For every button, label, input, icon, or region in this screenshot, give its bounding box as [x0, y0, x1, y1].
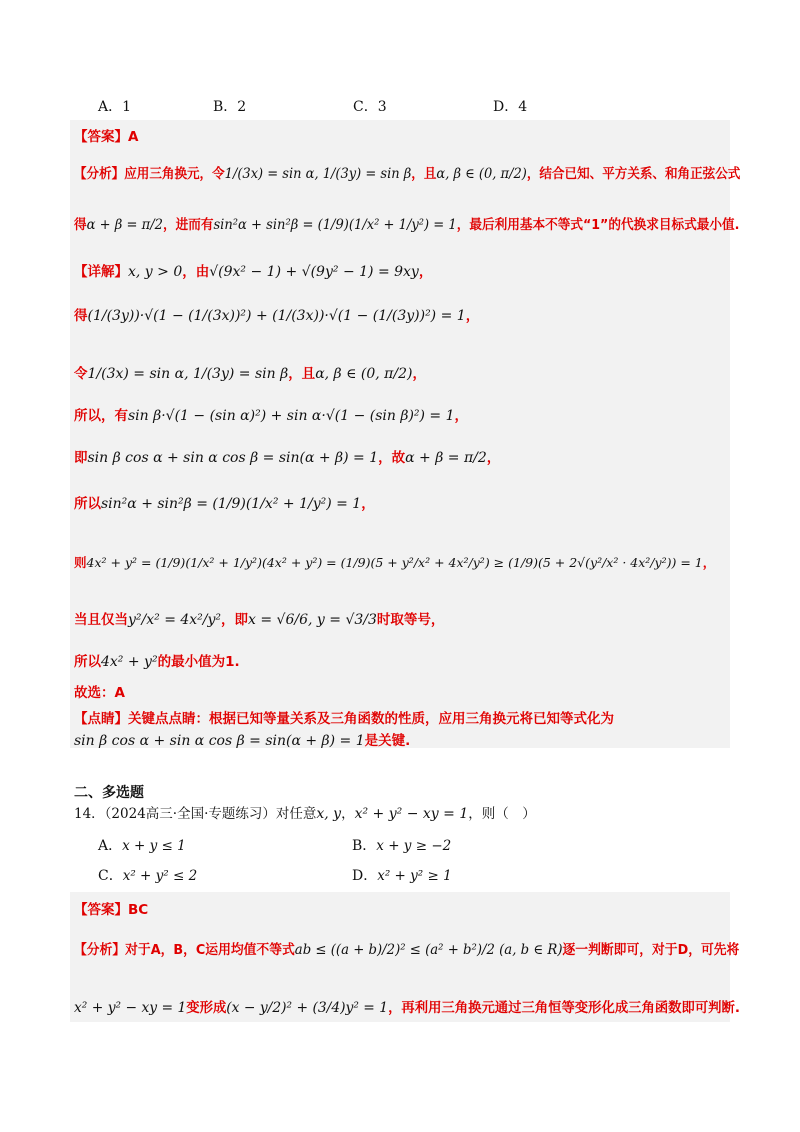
- detail-line-2: [74, 304, 479, 324]
- detail-line-1: [74, 260, 432, 280]
- analysis-line-1: [74, 162, 740, 182]
- formula: α, β ∈ (0, π/2): [315, 366, 413, 382]
- text: ，即: [221, 612, 249, 628]
- final-choice-q13: 故选：A: [74, 685, 125, 701]
- text: ，且: [411, 166, 437, 182]
- text: 令: [74, 366, 88, 382]
- question-14-stem: [74, 802, 536, 822]
- option-a: A．1: [98, 99, 132, 115]
- text: 逐一判断即可，对于D，可先将: [562, 942, 740, 958]
- text: ，最后利用基本不等式“1”的代换求目标式最小值.: [456, 217, 740, 233]
- q14-option-c: [98, 865, 197, 885]
- text: ，: [486, 450, 501, 466]
- text: 【详解】: [74, 264, 128, 280]
- text: 所以: [74, 654, 101, 670]
- formula: x, y: [316, 806, 342, 822]
- answer-q13: 【答案】A: [74, 129, 139, 145]
- detail-line-8: [74, 608, 444, 628]
- detail-line-6: [74, 492, 375, 512]
- detail-line-3: [74, 362, 426, 382]
- formula: ab ≤ ((a + b)/2)² ≤ (a² + b²)/2 (a, b ∈ R): [294, 942, 563, 958]
- formula: α + β = π/2: [86, 217, 163, 233]
- formula: sin β cos α + sin α cos β = sin(α + β) = 1: [87, 450, 379, 466]
- text: 当且仅当: [74, 612, 128, 628]
- detail-line-7: [74, 553, 715, 571]
- text: 时取等号，: [376, 612, 445, 628]
- detail-line-4: [74, 404, 468, 424]
- formula: x = √6/6, y = √3/3: [248, 612, 377, 628]
- text: ，结合已知、平方关系、和角正弦公式: [526, 166, 741, 182]
- formula: sin β·√(1 − (sin α)²) + sin α·√(1 − (sin β)²) = 1: [128, 408, 455, 424]
- text: ，: [454, 408, 469, 424]
- option-expression: x + y ≤ 1: [122, 838, 186, 854]
- formula: α + β = π/2: [405, 450, 487, 466]
- option-b: B．2: [213, 99, 247, 115]
- option-letter: C．: [98, 868, 123, 884]
- formula: sin²α + sin²β = (1/9)(1/x² + 1/y²) = 1: [101, 496, 362, 512]
- text: 的最小值为1.: [157, 654, 240, 670]
- q14-option-b: [352, 835, 451, 855]
- text: ，进而有: [162, 217, 214, 233]
- option-d: D．4: [493, 99, 528, 115]
- formula: x, y > 0: [128, 264, 183, 280]
- text: ，: [465, 308, 480, 324]
- option-letter: A．: [98, 838, 123, 854]
- formula: x² + y² − xy = 1: [74, 1000, 187, 1016]
- text: 所以，有: [74, 408, 128, 424]
- formula: (1/(3y))·√(1 − (1/(3x))²) + (1/(3x))·√(1 − (1/(3y))²) = 1: [87, 308, 466, 324]
- q14-analysis-line-1: [74, 938, 739, 958]
- text: 是关键.: [364, 733, 411, 749]
- text: ，且: [288, 366, 316, 382]
- formula: 4x² + y² = (1/9)(1/x² + 1/y²)(4x² + y²) = (1/9)(5 + y²/x² + 4x²/y²) ≥ (1/9)(5 + 2√(y²/x² · 4x²/y²)) = 1: [86, 555, 703, 570]
- key-point-line-1: 【点睛】关键点点睛：根据已知等量关系及三角函数的性质，应用三角换元将已知等式化为: [74, 711, 614, 727]
- analysis-line-2: [74, 213, 739, 233]
- option-expression: x² + y² ≥ 1: [377, 868, 452, 884]
- formula: (x − y/2)² + (3/4)y² = 1: [226, 1000, 389, 1016]
- text: ，再利用三角换元通过三角恒等变形化成三角函数即可判断.: [388, 1000, 740, 1016]
- text: ，则（ ）: [468, 806, 536, 822]
- text: 则: [74, 555, 87, 570]
- option-expression: x² + y² ≤ 2: [122, 868, 198, 884]
- text: 【分析】应用三角换元，令: [74, 166, 225, 182]
- formula: 4x² + y²: [101, 654, 158, 670]
- text: 得: [74, 217, 87, 233]
- formula: sin²α + sin²β = (1/9)(1/x² + 1/y²) = 1: [213, 217, 457, 233]
- text: 【分析】对于A，B，C运用均值不等式: [74, 942, 295, 958]
- text: 变形成: [186, 1000, 227, 1016]
- formula: sin β cos α + sin α cos β = sin(α + β) = 1: [74, 733, 365, 749]
- text: ，: [341, 806, 355, 822]
- formula: 1/(3x) = sin α, 1/(3y) = sin β: [87, 366, 289, 382]
- text: ，: [361, 496, 375, 512]
- q14-option-d: [352, 865, 452, 885]
- option-expression: x + y ≥ −2: [376, 838, 452, 854]
- text: ，: [418, 264, 433, 280]
- formula: √(9x² − 1) + √(9y² − 1) = 9xy: [209, 264, 419, 280]
- q14-analysis-line-2: [74, 996, 740, 1016]
- option-c: C．3: [353, 99, 387, 115]
- text: 所以: [74, 496, 101, 512]
- q14-option-a: [98, 835, 186, 855]
- text: ，: [702, 555, 716, 570]
- text: ，由: [182, 264, 210, 280]
- text: 即: [74, 450, 88, 466]
- formula: y²/x² = 4x²/y²: [128, 612, 222, 628]
- detail-line-9: [74, 650, 240, 670]
- section-title: 二、多选题: [74, 785, 144, 801]
- option-letter: B．: [352, 838, 377, 854]
- answer-q14: 【答案】BC: [74, 902, 149, 918]
- key-point-line-2: [74, 729, 410, 749]
- formula: 1/(3x) = sin α, 1/(3y) = sin β: [224, 166, 412, 182]
- option-letter: D．: [352, 868, 378, 884]
- formula: α, β ∈ (0, π/2): [436, 166, 527, 182]
- detail-line-5: [74, 446, 500, 466]
- formula: x² + y² − xy = 1: [354, 806, 469, 822]
- text: 14．（2024高三·全国·专题练习）对任意: [74, 806, 317, 822]
- text: ，故: [378, 450, 406, 466]
- text: 得: [74, 308, 88, 324]
- text: ，: [412, 366, 426, 382]
